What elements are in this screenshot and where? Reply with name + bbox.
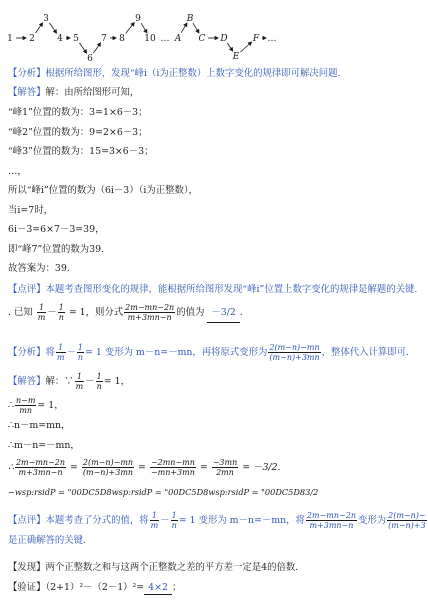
question-2: . 已知 $\frac{1}{m}$ － $\frac{1}{n}$ = 1，则分式 $\frac{2m-mn-2n}{m+3mn-n}$ 的值为 －3/2 . bbox=[8, 303, 243, 322]
question-prefix: . 已知 bbox=[8, 307, 33, 318]
question-frac-num: 2m−mn−2n bbox=[125, 303, 175, 312]
diagram-arrowhead bbox=[113, 36, 116, 39]
solution-line-3: “峰3”位置的数为：15=3×6－3； bbox=[8, 146, 154, 157]
analysis-2-text-b: = 1 变形为 m－n=－mn，再将原式变形为 bbox=[85, 347, 268, 358]
discovery bbox=[8, 562, 298, 574]
question-tail: 的值为 bbox=[176, 307, 205, 318]
diagram-node-label: 6 bbox=[87, 54, 93, 64]
solution-2-tag: 【解答】 bbox=[8, 376, 46, 387]
diagram-arrowhead bbox=[84, 50, 87, 53]
solution-2-step2-den: mn bbox=[19, 406, 33, 415]
analysis-2-text-a: 将 bbox=[45, 347, 55, 358]
solution-2-step3: ∴n－m=mn， bbox=[8, 420, 71, 431]
question-answer: －3/2 bbox=[207, 304, 239, 323]
diagram-node-label: 7 bbox=[101, 34, 107, 44]
analysis-text: 根据所给图形，发现“峰i（i为正整数）上数字变化的规律即可解决问题. bbox=[45, 68, 341, 79]
comment-2-frac1-den: m+3mn−n bbox=[309, 521, 354, 530]
diagram-node-label: 3 bbox=[43, 14, 49, 24]
solution-line-7: 6i－3=6×7－3=39， bbox=[8, 224, 105, 235]
diagram-node-label: D bbox=[220, 34, 228, 44]
comment-1 bbox=[8, 284, 417, 296]
verify-answer: 4×2 bbox=[144, 582, 172, 595]
solution-line-5: 所以“峰i”位置的数为（6i－3）（i为正整数）， bbox=[8, 185, 198, 196]
comment-2-text-c: 变形为 bbox=[357, 515, 387, 526]
solution-2-step2-num: n−m bbox=[15, 396, 36, 405]
analysis-2-text-c: ，整体代入计算即可. bbox=[321, 347, 409, 358]
comment-2-text-b: = 1 变形为 m－n=－mn，将 bbox=[178, 515, 305, 526]
diagram-node-label: 4 bbox=[57, 34, 63, 44]
analysis-2-tag: 【分析】 bbox=[8, 347, 46, 358]
diagram-node-label: … bbox=[267, 34, 277, 44]
diagram-arrowhead bbox=[196, 29, 199, 32]
analysis-2: 【分析】将 $\frac{1}{m}$ － $\frac{1}{n}$ = 1 变形为 m－n=－mn，再将原式变形为 $\frac{2(m-n)-mn}{(m-n)+3mn}$ ，整体代入计算即可. bbox=[8, 343, 409, 362]
solution-line-4: …， bbox=[8, 166, 27, 177]
solution-2-line1: 解：∵ bbox=[45, 376, 74, 387]
diagram-arrowhead bbox=[215, 36, 218, 39]
solution-2-line1b: = 1， bbox=[103, 376, 130, 387]
analysis-2-frac-den: (m−n)+3mn bbox=[269, 353, 320, 362]
discovery-text: 两个正整数之和与这两个正整数之差的平方差一定是4的倍数. bbox=[45, 562, 299, 573]
discovery-tag: 【发现】 bbox=[8, 562, 46, 573]
diagram-node-label: 2 bbox=[29, 34, 35, 44]
diagram-node-label: F bbox=[252, 34, 260, 44]
solution-2-step2-tail: = 1， bbox=[37, 400, 64, 411]
solution-line-0: 解：由所给图形可知， bbox=[45, 87, 140, 98]
comment-2-frac2-num: 2(m−n)− bbox=[388, 511, 426, 520]
comment-tag: 【点评】 bbox=[8, 284, 46, 295]
diagram-node-label: A bbox=[174, 34, 182, 44]
comment-2-tag: 【点评】 bbox=[8, 515, 46, 526]
solution-2-step4: ∴m－n=－mn， bbox=[8, 440, 80, 451]
analysis-2-frac-num: 2(m−n)−mn bbox=[269, 343, 320, 352]
diagram-node-label: E bbox=[232, 52, 240, 62]
diagram-node-label: 9 bbox=[135, 14, 141, 24]
question-end: . bbox=[239, 307, 243, 318]
analysis-tag: 【分析】 bbox=[8, 68, 46, 79]
diagram-arrowhead bbox=[230, 48, 233, 51]
diagram-arrowhead bbox=[263, 36, 266, 39]
comment-2-text-a: 本题考查了分式的值，将 bbox=[45, 515, 149, 526]
diagram-arrowhead bbox=[40, 23, 43, 26]
solution-line-8: 即“峰7”位置的数为39. bbox=[8, 244, 105, 255]
diagram-node-label: C bbox=[198, 34, 206, 44]
solution-tag: 【解答】 bbox=[8, 87, 46, 98]
comment-2-frac1-num: 2m−mn−2n bbox=[306, 511, 356, 520]
diagram-node-label: 1 bbox=[7, 34, 13, 44]
diagram-node-label: B bbox=[186, 14, 194, 24]
verify-tag: 【验证】 bbox=[8, 582, 46, 593]
diagram-node-label: … bbox=[160, 34, 170, 44]
diagram-arrowhead bbox=[67, 36, 70, 39]
diagram-arrowhead bbox=[144, 29, 147, 32]
solution-line-9: 故答案为：39. bbox=[8, 263, 70, 274]
diagram-arrowhead bbox=[23, 36, 26, 39]
comment-2-text-d: 是正确解答的关键. bbox=[8, 535, 86, 546]
comment-2: 【点评】本题考查了分式的值，将 $\frac{1}{m}$ － $\frac{1}{n}$ = 1 变形为 m－n=－mn，将 $\frac{2m-mn-2n}{m+3mn-n}$ 变形为 $\frac{2(m-n)-}{(m-n)+3}$ bbox=[8, 511, 426, 530]
solution-line-1: “峰1”位置的数为：3=1×6－3； bbox=[8, 107, 148, 118]
solution-line-2: “峰2”位置的数为：9=2×6－3； bbox=[8, 127, 148, 138]
verify: 【验证】（2+1）²－（2－1）²= 4×2 ； bbox=[8, 582, 182, 593]
question-minus: － bbox=[47, 307, 57, 318]
solution-line-6: 当i=7时， bbox=[8, 205, 53, 216]
analysis-1 bbox=[8, 68, 341, 80]
diagram-node-label: 8 bbox=[119, 34, 125, 44]
question-equals: = 1，则分式 bbox=[68, 307, 124, 318]
solution-2-garbled: −wsp:rsidP = "00DC5D8wsp:rsidP = "00DC5D8wsp:rsidP = "00DC5D83/2 bbox=[8, 487, 319, 497]
diagram-node-label: 10 bbox=[144, 34, 156, 44]
zigzag-diagram bbox=[0, 8, 400, 66]
diagram-arrowhead bbox=[54, 30, 57, 33]
solution-2-chain: ∴ $\frac{2m-mn-2n}{m+3mn-n}$ = $\frac{2(m-n)-mn}{(m-n)+3mn}$ = $\frac{-2mn-mn}{-mn+3mn}$ = $\frac{-3mn}{2mn}$ = －3/2. bbox=[8, 458, 281, 477]
question-frac-den: m+3mn−n bbox=[127, 313, 172, 322]
diagram-node-label: 5 bbox=[73, 34, 79, 44]
verify-expr: （2+1）²－（2－1）²= bbox=[45, 582, 145, 593]
diagram-arrowhead bbox=[98, 43, 101, 46]
comment-2-frac2-den: (m−n)+3 bbox=[388, 521, 426, 530]
comment-text: 本题考查图形变化的规律，能根据所给图形发现“峰i”位置上数字变化的规律是解题的关键. bbox=[45, 284, 418, 295]
